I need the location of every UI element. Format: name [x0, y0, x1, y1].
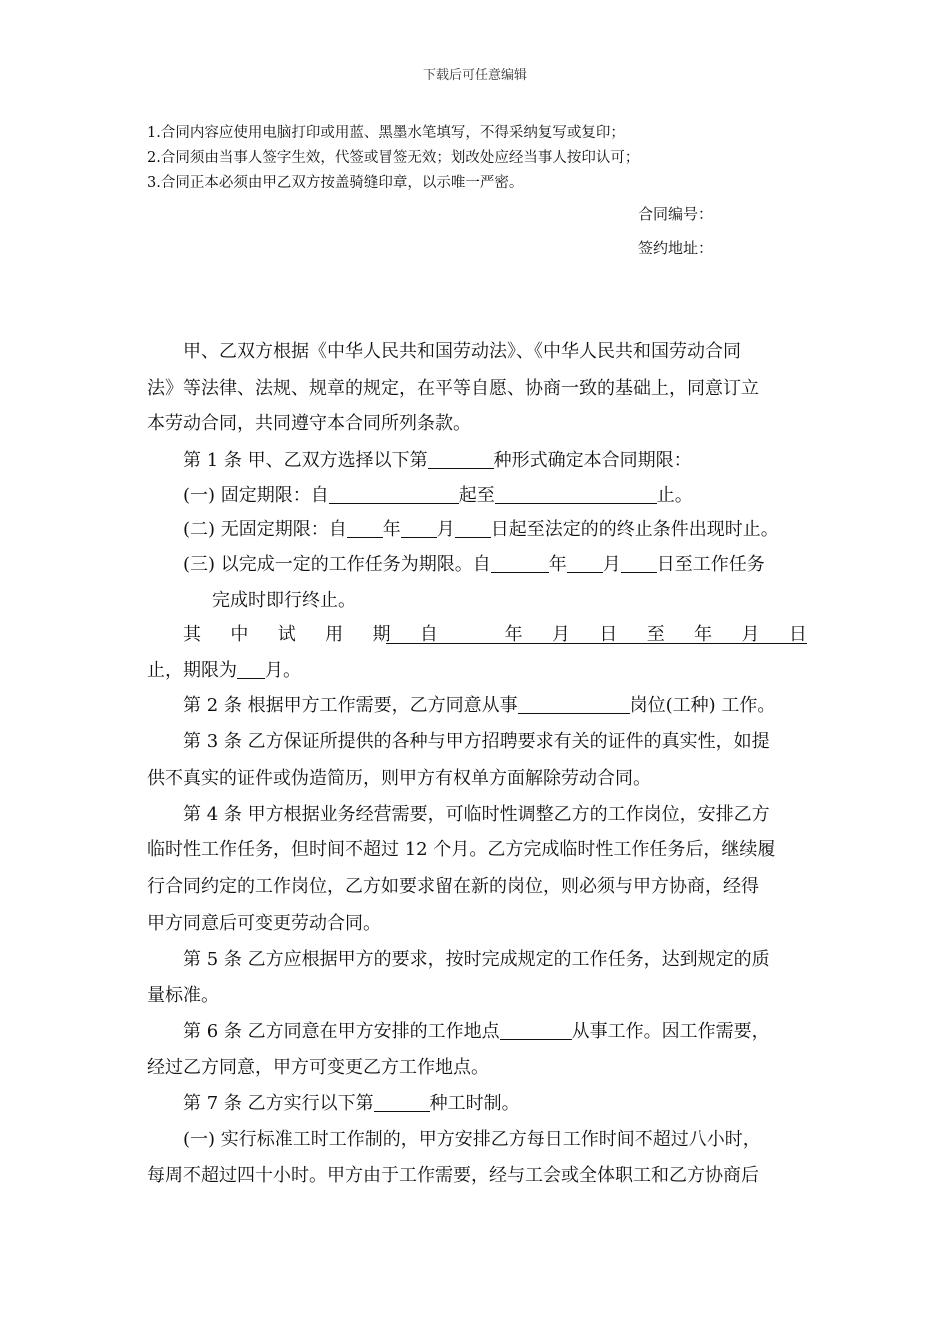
trial-char: 自: [419, 624, 438, 645]
option-fixed-term: [183, 481, 693, 507]
trial-period-underline[interactable]: [386, 643, 807, 644]
trial-months-blank[interactable]: [237, 660, 265, 679]
article-4-line-4: 甲方同意后可变更劳动合同。: [147, 913, 381, 934]
trial-char: 月: [741, 624, 760, 645]
trial-char: 用: [325, 624, 344, 645]
open-month-blank[interactable]: [401, 519, 437, 538]
article-2-text-a: 第 2 条 根据甲方工作需要，乙方同意从事: [183, 695, 518, 716]
page-header: 下载后可任意编辑: [422, 68, 527, 83]
signing-place-label: 签约地址：: [638, 239, 714, 257]
task-month-blank[interactable]: [567, 554, 603, 573]
option-2-month: 月: [436, 519, 455, 540]
article-7-sub-line-2: 每周不超过四十小时。甲方由于工作需要，经与工会或全体职工和乙方协商后: [147, 1165, 759, 1186]
task-year-blank[interactable]: [491, 554, 549, 573]
work-location-blank[interactable]: [500, 1021, 572, 1040]
option-3-text-d: 日至工作任务: [656, 554, 765, 575]
article-7-text-a: 第 7 条 乙方实行以下第: [183, 1093, 374, 1114]
trial-char: 年: [694, 624, 713, 645]
article-7: [183, 1089, 520, 1115]
trial-end-text-a: 止，期限为: [147, 660, 237, 681]
open-year-blank[interactable]: [347, 519, 383, 538]
fixed-end-blank[interactable]: [495, 485, 657, 504]
instruction-note-3: 3.合同正本必须由甲乙双方按盖骑缝印章，以示唯一严密。: [147, 175, 524, 191]
option-3-text-a: (三) 以完成一定的工作任务为期限。自: [183, 554, 491, 575]
trial-char: 日: [788, 624, 807, 645]
option-2-year: 年: [382, 519, 401, 540]
instruction-note-2: 2.合同须由当事人签字生效，代签或冒签无效；划改处应经当事人按印认可；: [147, 150, 640, 166]
option-task-term: [183, 550, 765, 576]
trial-char: 至: [646, 624, 665, 645]
article-3-line-1: 第 3 条 乙方保证所提供的各种与甲方招聘要求有关的证件的真实性，如提: [183, 731, 770, 752]
position-blank[interactable]: [518, 695, 630, 714]
trial-char: 中: [230, 624, 249, 645]
option-3-year: 年: [548, 554, 567, 575]
trial-char: 年: [504, 624, 523, 645]
article-5-line-1: 第 5 条 乙方应根据甲方的要求，按时完成规定的工作任务，达到规定的质: [183, 949, 770, 970]
term-form-blank[interactable]: [428, 450, 494, 469]
trial-end-text-b: 月。: [265, 660, 301, 681]
article-6-line-2: 经过乙方同意，甲方可变更乙方工作地点。: [147, 1057, 489, 1078]
article-4-line-1: 第 4 条 甲方根据业务经营需要，可临时性调整乙方的工作岗位，安排乙方: [183, 804, 770, 825]
article-2: [183, 691, 775, 717]
trial-char: 月: [552, 624, 570, 645]
preamble-line-1: 甲、乙双方根据《中华人民共和国劳动法》、《中华人民共和国劳动合同: [183, 341, 741, 362]
option-1-text-a: (一) 固定期限：自: [183, 485, 329, 506]
open-day-blank[interactable]: [455, 519, 491, 538]
option-open-term: [183, 515, 779, 541]
instruction-note-1: 1.合同内容应使用电脑打印或用蓝、黑墨水笔填写，不得采纳复写或复印；: [147, 125, 625, 141]
article-4-line-2: 临时性工作任务，但时间不超过 12 个月。乙方完成临时性工作任务后，继续履: [147, 839, 776, 860]
option-2-text-a: (二) 无固定期限：自: [183, 519, 347, 540]
article-1-text-a: 第 1 条 甲、乙双方选择以下第: [183, 450, 428, 471]
option-1-text-c: 止。: [656, 485, 693, 506]
article-6: [183, 1017, 770, 1043]
article-6-text-b: 从事工作。因工作需要，: [571, 1021, 770, 1042]
article-7-sub-line-1: (一) 实行标准工时工作制的，甲方安排乙方每日工作时间不超过八小时，: [183, 1129, 761, 1150]
trial-char: 试: [277, 624, 296, 645]
article-1: [183, 446, 692, 472]
article-5-line-2: 量标准。: [147, 985, 219, 1006]
preamble-line-3: 本劳动合同，共同遵守本合同所列条款。: [147, 413, 471, 434]
article-4-line-3: 行合同约定的工作岗位，乙方如要求留在新的岗位，则必须与甲方协商，经得: [147, 876, 759, 897]
trial-char: 其: [183, 624, 201, 645]
article-6-text-a: 第 6 条 乙方同意在甲方安排的工作地点: [183, 1021, 500, 1042]
fixed-start-blank[interactable]: [329, 485, 459, 504]
trial-char: 日: [599, 624, 618, 645]
article-3-line-2: 供不真实的证件或伪造简历，则甲方有权单方面解除劳动合同。: [147, 768, 651, 789]
article-1-text-b: 种形式确定本合同期限：: [493, 450, 692, 471]
option-3-month: 月: [602, 554, 621, 575]
contract-number-label: 合同编号：: [638, 205, 714, 223]
trial-period-end: [147, 656, 301, 682]
trial-char: 期: [372, 624, 391, 645]
option-2-text-d: 日起至法定的的终止条件出现时止。: [490, 519, 779, 540]
article-7-text-b: 种工时制。: [429, 1093, 520, 1114]
option-3-continuation: 完成时即行终止。: [212, 590, 356, 611]
work-hours-type-blank[interactable]: [374, 1093, 430, 1112]
preamble-line-2: 法》等法律、法规、规章的规定，在平等自愿、协商一致的基础上，同意订立: [147, 378, 759, 399]
task-day-blank[interactable]: [621, 554, 657, 573]
article-2-text-b: 岗位(工种) 工作。: [629, 695, 776, 716]
option-1-text-b: 起至: [458, 485, 495, 506]
